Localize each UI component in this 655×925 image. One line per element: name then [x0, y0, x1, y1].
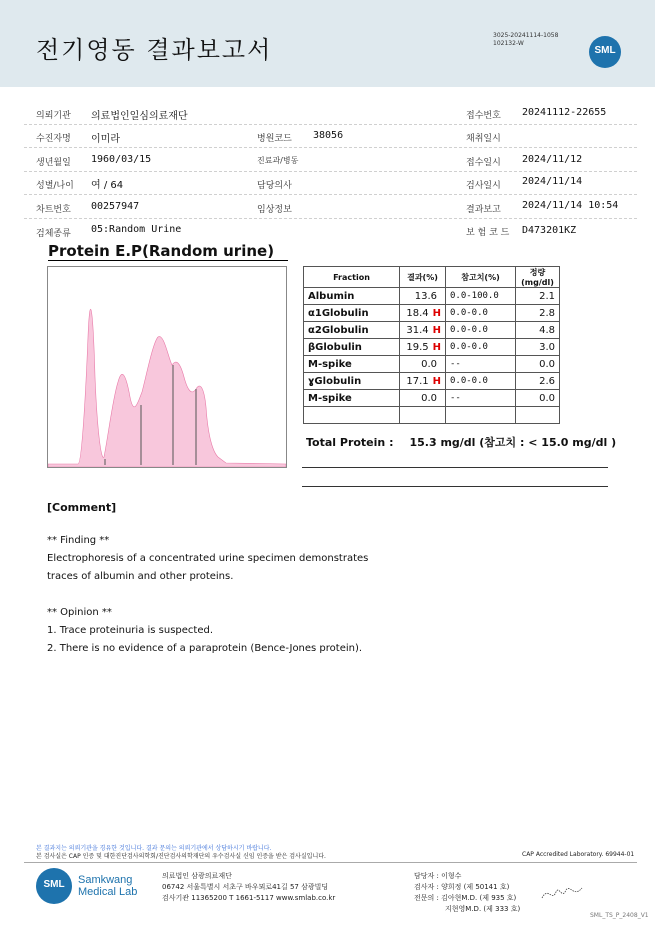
fraction-result	[400, 407, 446, 424]
insurance-value: D473201KZ	[522, 225, 577, 236]
high-flag: H	[432, 307, 441, 319]
footer-note: 본 결과지는 의뢰기관을 경유한 것입니다. 결과 문의는 의뢰기관에서 상담하시기 바랍니다.	[36, 845, 272, 852]
total-protein	[306, 434, 616, 450]
result-value: 13.6	[414, 290, 437, 302]
org-registration: 검사기관 11365200 T 1661-5117 www.smlab.co.kr	[162, 894, 336, 902]
form-code: SML_TS_P_2408_V1	[590, 912, 649, 919]
hospital-code-label: 병원코드	[257, 134, 292, 144]
fraction-name	[304, 407, 400, 424]
pe-title: Protein E.P(Random urine)	[48, 242, 275, 260]
collect-label: 채취일시	[466, 134, 501, 144]
insurance-label: 보 험 코 드	[466, 228, 510, 238]
dept-label: 진료과/병동	[257, 156, 299, 165]
test-date-value: 2024/11/14	[522, 176, 583, 187]
high-flag: H	[432, 375, 441, 387]
footer-sml-logo	[36, 868, 72, 904]
fraction-result	[400, 288, 446, 305]
cap-accreditation: CAP Accredited Laboratory. 69944-01	[522, 851, 635, 858]
report-title: 전기영동 결과보고서	[36, 36, 273, 64]
divider	[24, 171, 637, 172]
finding-line: traces of albumin and other proteins.	[47, 571, 234, 582]
report-date-label: 결과보고	[466, 205, 501, 215]
specimen-value: 05:Random Urine	[91, 224, 182, 235]
footer-staff	[414, 871, 520, 915]
fraction-ref: 0.0-0.0	[446, 322, 516, 339]
fraction-table-header	[304, 267, 560, 288]
table-row	[304, 390, 560, 407]
staff-line: 전문의 : 김아현M.D. (제 935 호)	[414, 894, 517, 902]
high-flag: H	[432, 341, 441, 353]
col-fraction: Fraction	[304, 267, 400, 288]
table-row	[304, 407, 560, 424]
org-name: 의료법인 삼광의료재단	[162, 872, 232, 880]
finding-heading: ** Finding **	[47, 535, 110, 546]
test-date-label: 검사일시	[466, 181, 501, 191]
logo-text: SML	[594, 45, 616, 56]
fraction-ref: --	[446, 356, 516, 373]
hospital-code-value: 38056	[313, 130, 344, 141]
staff-line: 담당자 : 이형수	[414, 872, 462, 880]
divider	[24, 147, 637, 148]
staff-line: 검사자 : 양희정 (제 50141 호)	[414, 883, 510, 891]
receipt-date-label: 접수일시	[466, 158, 501, 168]
doctor-label: 담당의사	[257, 181, 292, 191]
fraction-quant: 0.0	[516, 390, 560, 407]
name-value: 이미라	[91, 134, 120, 145]
brand-line: Medical Lab	[78, 886, 138, 898]
fraction-name: α1Globulin	[304, 305, 400, 322]
fraction-result	[400, 390, 446, 407]
brand-line: Samkwang	[78, 874, 133, 886]
table-row	[304, 322, 560, 339]
fraction-quant	[516, 407, 560, 424]
institution-label: 의뢰기관	[36, 111, 71, 121]
trace-fill	[48, 309, 286, 467]
receipt-no-value: 20241112-22655	[522, 107, 607, 118]
total-protein-value: 15.3 mg/dl (참고치 : < 15.0 mg/dl )	[409, 436, 617, 449]
divider	[24, 862, 637, 863]
footer-note: 본 검사실은 CAP 인증 및 대한진단검사의학회/진단검사의학재단의 우수검사실 신임 인증을 받은 검사실입니다.	[36, 853, 326, 860]
sex-age-label: 성별/나이	[36, 181, 74, 191]
divider	[24, 218, 637, 219]
fraction-ref	[446, 407, 516, 424]
footer-brand	[78, 874, 137, 898]
opinion-heading: ** Opinion **	[47, 607, 112, 618]
chart-no-value: 00257947	[91, 201, 140, 212]
table-row	[304, 339, 560, 356]
fraction-ref: 0.0-0.0	[446, 305, 516, 322]
fraction-quant: 3.0	[516, 339, 560, 356]
divider	[302, 467, 608, 468]
birth-value: 1960/03/15	[91, 154, 152, 165]
fraction-ref: 0.0-0.0	[446, 373, 516, 390]
fraction-ref: --	[446, 390, 516, 407]
document-id	[493, 32, 558, 48]
opinion-line: 2. There is no evidence of a paraprotein (Bence-Jones protein).	[47, 643, 363, 654]
table-row	[304, 373, 560, 390]
org-address: 06742 서울특별시 서초구 바우뫼로41길 57 삼광빌딩	[162, 883, 329, 891]
fraction-quant: 2.8	[516, 305, 560, 322]
col-quantity: 정량(mg/dl)	[516, 267, 560, 288]
result-value: 19.5	[406, 341, 429, 353]
document-id-line1: 3025-20241114-1058	[493, 32, 559, 39]
electrophoresis-graph	[47, 266, 287, 468]
pe-title-underline	[48, 260, 288, 261]
fraction-name: βGlobulin	[304, 339, 400, 356]
total-protein-label: Total Protein :	[306, 436, 394, 449]
fraction-name: M-spike	[304, 390, 400, 407]
signature-image	[540, 880, 584, 906]
table-row	[304, 356, 560, 373]
result-value: 31.4	[406, 324, 429, 336]
fraction-result	[400, 356, 446, 373]
fraction-name: Albumin	[304, 288, 400, 305]
fraction-result	[400, 373, 446, 390]
birth-label: 생년월일	[36, 158, 71, 168]
table-row	[304, 288, 560, 305]
table-row	[304, 305, 560, 322]
divider	[302, 486, 608, 487]
fraction-name: ɣGlobulin	[304, 373, 400, 390]
result-value: 18.4	[406, 307, 429, 319]
fraction-quant: 2.6	[516, 373, 560, 390]
fraction-result	[400, 339, 446, 356]
clinical-label: 임상정보	[257, 205, 292, 215]
sml-logo	[589, 36, 621, 68]
chart-no-label: 차트번호	[36, 205, 71, 215]
sex-age-value: 여 / 64	[91, 180, 124, 191]
receipt-no-label: 접수번호	[466, 111, 501, 121]
name-label: 수진자명	[36, 134, 71, 144]
specimen-label: 검체종류	[36, 229, 71, 239]
fraction-table	[303, 266, 560, 424]
result-value: 17.1	[406, 375, 429, 387]
fraction-result	[400, 305, 446, 322]
result-value: 0.0	[421, 392, 437, 404]
fraction-ref: 0.0-0.0	[446, 339, 516, 356]
staff-line: 지현영M.D. (제 333 호)	[445, 905, 521, 913]
fraction-quant: 2.1	[516, 288, 560, 305]
high-flag: H	[432, 324, 441, 336]
fraction-quant: 0.0	[516, 356, 560, 373]
finding-line: Electrophoresis of a concentrated urine specimen demonstrates	[47, 553, 369, 564]
fraction-result	[400, 322, 446, 339]
fraction-ref: 0.0-100.0	[446, 288, 516, 305]
receipt-date-value: 2024/11/12	[522, 154, 583, 165]
opinion-line: 1. Trace proteinuria is suspected.	[47, 625, 214, 636]
electrophoresis-trace	[48, 267, 286, 467]
fraction-name: M-spike	[304, 356, 400, 373]
document-id-line2: 102132-W	[493, 40, 524, 47]
logo-text: SML	[43, 879, 65, 890]
result-value: 0.0	[421, 358, 437, 370]
institution-value: 의료법인일심의료재단	[91, 111, 188, 122]
col-reference: 참고치(%)	[446, 267, 516, 288]
report-header	[0, 0, 655, 87]
report-date-value: 2024/11/14 10:54	[522, 200, 619, 211]
divider	[24, 124, 637, 125]
comment-heading: [Comment]	[47, 501, 117, 514]
fraction-name: α2Globulin	[304, 322, 400, 339]
footer-org-info	[162, 871, 335, 904]
fraction-quant: 4.8	[516, 322, 560, 339]
divider	[24, 194, 637, 195]
col-result: 결과(%)	[400, 267, 446, 288]
